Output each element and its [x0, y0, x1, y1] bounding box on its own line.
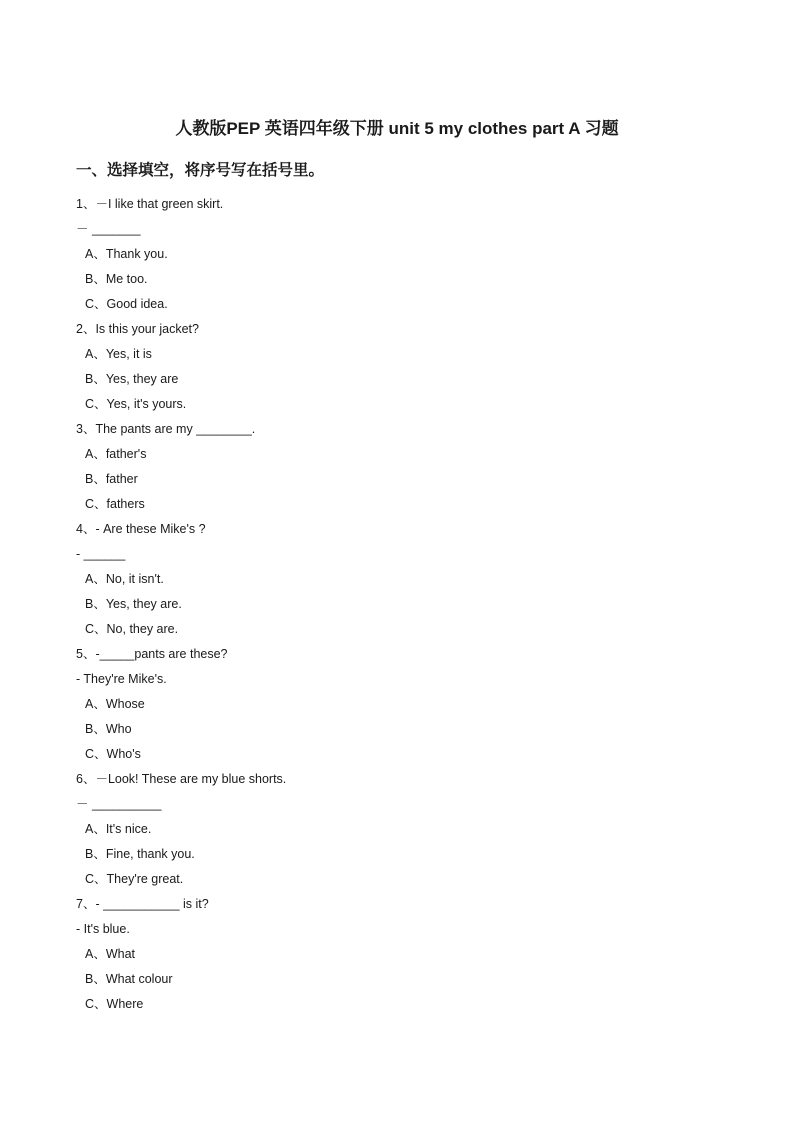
- question-1: [76, 192, 756, 317]
- question-4-option-c: C、No, they are.: [85, 622, 179, 636]
- question-5: [76, 642, 756, 767]
- question-1-option-b: B、Me too.: [85, 272, 148, 286]
- question-1-stem: 1、－I like that green skirt.: [76, 197, 224, 211]
- question-7-stem: 7、- ___________ is it?: [76, 897, 209, 911]
- question-6-stem: 6、－Look! These are my blue shorts.: [76, 772, 287, 786]
- question-4-option-a: A、No, it isn't.: [85, 572, 164, 586]
- question-6-option-c: C、They're great.: [85, 872, 184, 886]
- question-3-option-b: B、father: [85, 472, 138, 486]
- question-4-option-b: B、Yes, they are.: [85, 597, 182, 611]
- question-list: [76, 192, 756, 1017]
- question-7-option-b: B、What colour: [85, 972, 173, 986]
- question-2: [76, 317, 756, 417]
- question-6: [76, 767, 756, 892]
- question-7: [76, 892, 756, 1017]
- section-heading: 一、选择填空，将序号写在括号里。: [76, 162, 325, 179]
- question-5-reply: - They're Mike's.: [76, 672, 167, 686]
- question-6-option-a: A、It's nice.: [85, 822, 152, 836]
- question-1-option-c: C、Good idea.: [85, 297, 168, 311]
- question-5-option-a: A、Whose: [85, 697, 145, 711]
- question-4-answer-blank: - ______: [76, 547, 126, 561]
- question-1-answer-blank: － _______: [76, 222, 141, 236]
- question-2-option-a: A、Yes, it is: [85, 347, 152, 361]
- question-5-stem: 5、-_____pants are these?: [76, 647, 228, 661]
- question-6-answer-blank: － __________: [76, 797, 162, 811]
- question-7-reply: - It's blue.: [76, 922, 130, 936]
- question-4-stem: 4、- Are these Mike's ?: [76, 522, 206, 536]
- question-2-option-c: C、Yes, it's yours.: [85, 397, 187, 411]
- question-3-option-c: C、fathers: [85, 497, 145, 511]
- question-2-option-b: B、Yes, they are: [85, 372, 179, 386]
- document-title: 人教版PEP 英语四年级下册 unit 5 my clothes part A 习题: [175, 119, 619, 138]
- question-4: [76, 517, 756, 642]
- question-3: [76, 417, 756, 517]
- question-1-option-a: A、Thank you.: [85, 247, 168, 261]
- question-3-stem: 3、The pants are my ________.: [76, 422, 256, 436]
- question-7-option-c: C、Where: [85, 997, 144, 1011]
- question-7-option-a: A、What: [85, 947, 136, 961]
- question-2-stem: 2、Is this your jacket?: [76, 322, 199, 336]
- question-3-option-a: A、father's: [85, 447, 147, 461]
- question-5-option-c: C、Who's: [85, 747, 141, 761]
- question-6-option-b: B、Fine, thank you.: [85, 847, 195, 861]
- question-5-option-b: B、Who: [85, 722, 132, 736]
